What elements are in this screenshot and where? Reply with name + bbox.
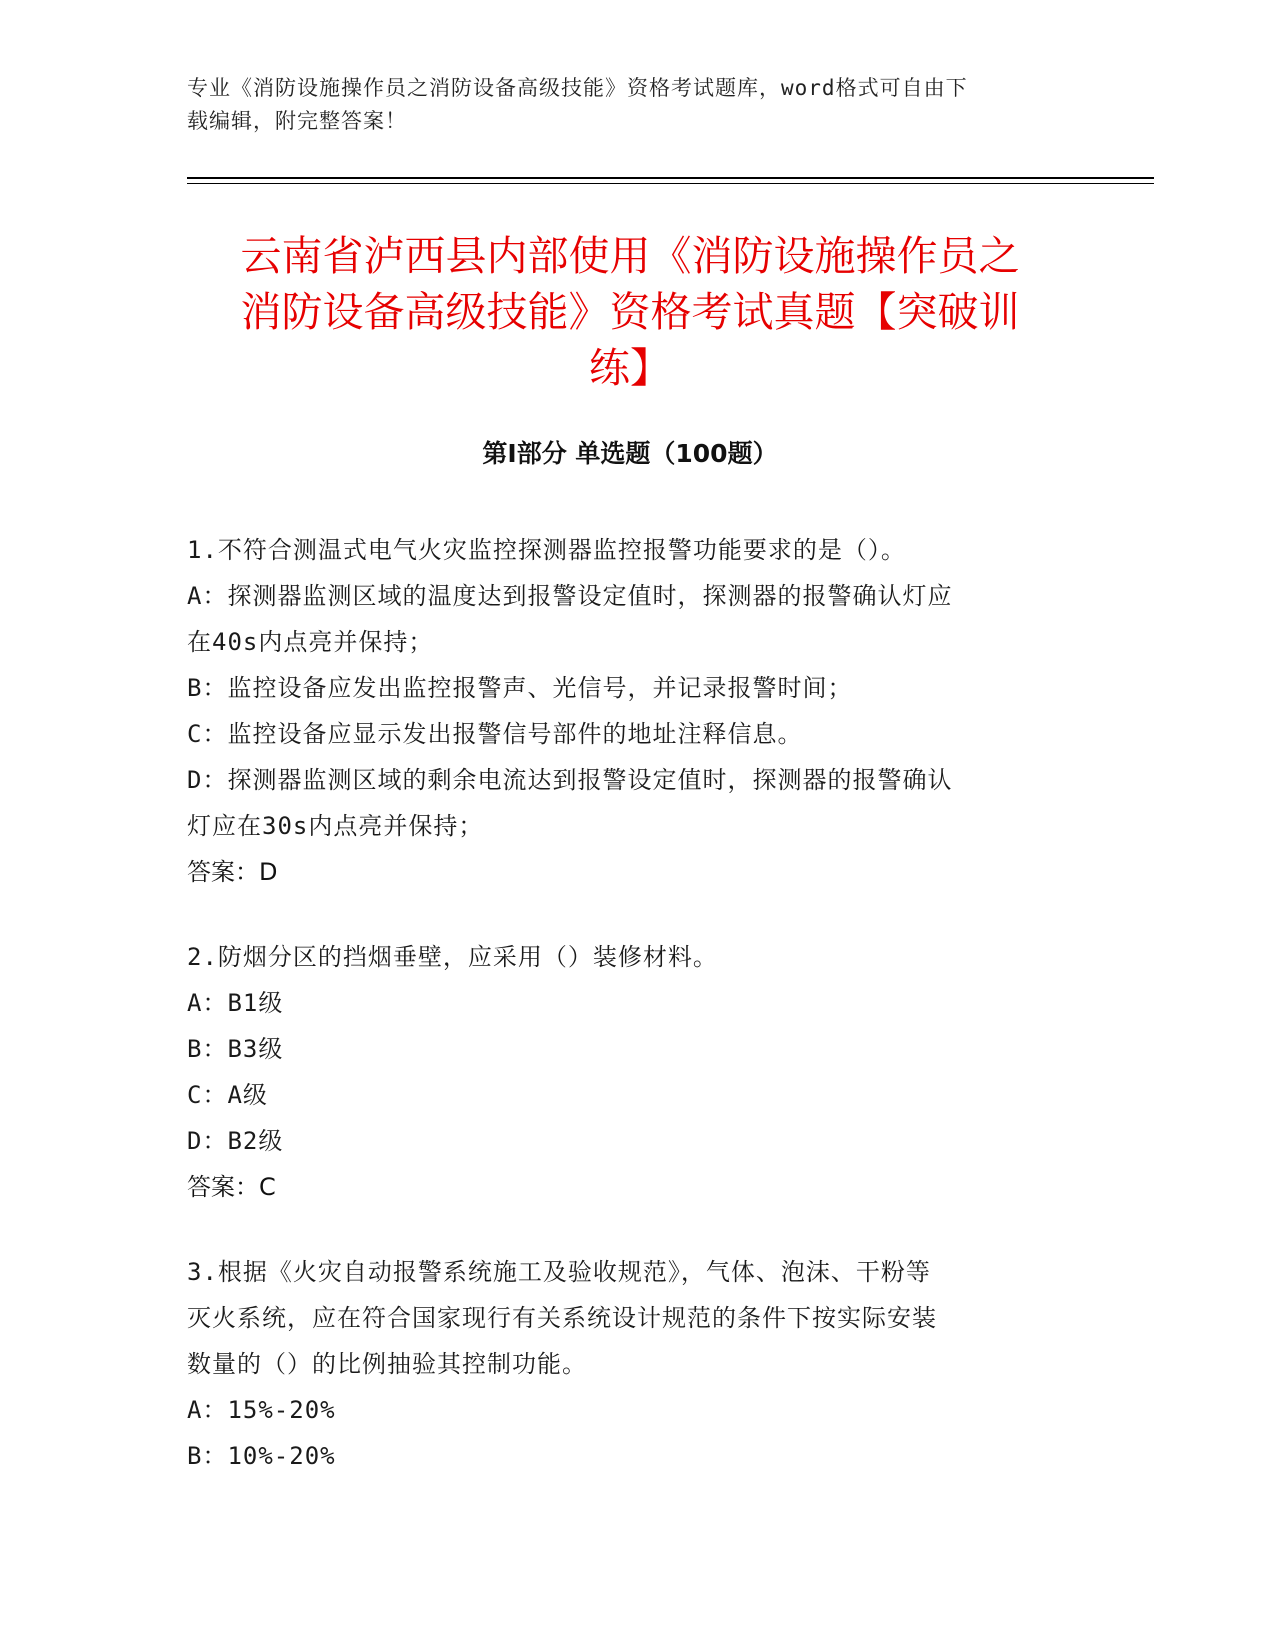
question-stem: 1.不符合测温式电气火灾监控探测器监控报警功能要求的是（）。 (187, 536, 906, 564)
option-a: A：15%-20% (187, 1396, 336, 1424)
option-d-continued: 灯应在30s内点亮并保持； (187, 812, 484, 840)
header-note-line: 载编辑，附完整答案！ (187, 109, 407, 133)
document-title-line: 云南省泸西县内部使用《消防设施操作员之 (240, 232, 1020, 280)
question-list (187, 527, 1087, 1518)
option-a: A：B1级 (187, 989, 284, 1017)
option-d: D：探测器监测区域的剩余电流达到报警设定值时，探测器的报警确认 (187, 766, 953, 794)
document-title (180, 228, 1080, 396)
document-title-line: 消防设备高级技能》资格考试真题【突破训 (240, 288, 1020, 336)
option-b: B：监控设备应发出监控报警声、光信号，并记录报警时间； (187, 674, 853, 702)
question-stem: 3.根据《火灾自动报警系统施工及验收规范》，气体、泡沫、干粉等 (187, 1258, 931, 1286)
option-c: C：监控设备应显示发出报警信号部件的地址注释信息。 (187, 720, 803, 748)
question-stem-continued: 灭火系统，应在符合国家现行有关系统设计规范的条件下按实际安装 (187, 1304, 937, 1332)
header-note-line: 专业《消防设施操作员之消防设备高级技能》资格考试题库，word格式可自由下 (187, 76, 968, 100)
document-title-line: 练】 (589, 344, 671, 392)
option-c: C：A级 (187, 1081, 268, 1109)
header-note (187, 72, 1067, 138)
option-b: B：B3级 (187, 1035, 284, 1063)
option-b: B：10%-20% (187, 1442, 336, 1470)
option-d: D：B2级 (187, 1127, 284, 1155)
question-stem: 2.防烟分区的挡烟垂壁，应采用（）装修材料。 (187, 943, 718, 971)
section-title: 第I部分 单选题（100题） (482, 439, 778, 468)
option-a-continued: 在40s内点亮并保持； (187, 628, 434, 656)
answer: 答案：D (187, 858, 278, 886)
header-rule-thin (187, 183, 1154, 184)
header-rule-thick (187, 177, 1154, 179)
option-a: A：探测器监测区域的温度达到报警设定值时，探测器的报警确认灯应 (187, 582, 953, 610)
question-item (187, 527, 1087, 895)
question-item (187, 1249, 1087, 1479)
question-item (187, 934, 1087, 1210)
answer: 答案：C (187, 1173, 276, 1201)
question-stem-continued: 数量的（）的比例抽验其控制功能。 (187, 1350, 587, 1378)
